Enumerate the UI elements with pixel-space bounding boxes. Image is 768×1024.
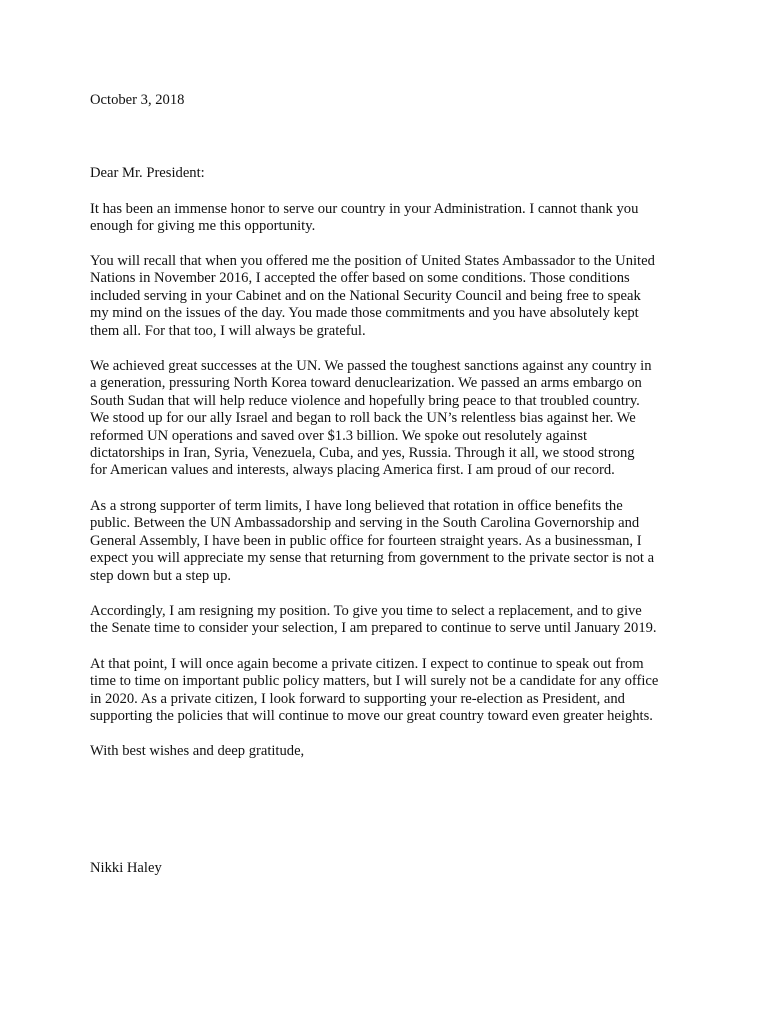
letter-date: October 3, 2018	[90, 92, 185, 108]
paragraph-line: step down but a step up.	[90, 567, 232, 584]
letter-signature: Nikki Haley	[90, 860, 162, 876]
paragraph-line: them all. For that too, I will always be grateful.	[90, 322, 366, 339]
paragraph-line: Accordingly, I am resigning my position. To give you time to select a replacement, and to give	[90, 603, 642, 619]
paragraph-line: for American values and interests, always placing America first. I am proud of our record.	[90, 462, 615, 479]
paragraph-line: You will recall that when you offered me the position of United States Ambassador to the United	[90, 253, 655, 269]
paragraph-line: reformed UN operations and saved over $1.3 billion. We spoke out resolutely against	[90, 427, 588, 444]
paragraph-line: a generation, pressuring North Korea toward denuclearization. We passed an arms embargo on	[90, 375, 642, 392]
letter-closing: With best wishes and deep gratitude,	[90, 743, 305, 759]
paragraph-line: supporting the policies that will continue to move our great country toward even greater heights.	[90, 708, 653, 725]
paragraph-term-limits	[90, 498, 690, 585]
paragraph-line: expect you will appreciate my sense that returning from government to the private sector is not a	[90, 550, 655, 567]
paragraph-line: We stood up for our ally Israel and began to roll back the UN’s relentless bias against her. We	[90, 410, 636, 427]
paragraph-line: At that point, I will once again become a private citizen. I expect to continue to speak out from	[90, 656, 644, 672]
paragraph-gratitude	[90, 201, 690, 236]
paragraph-line: included serving in your Cabinet and on the National Security Council and being free to speak	[90, 287, 641, 304]
paragraph-line: As a strong supporter of term limits, I have long believed that rotation in office benefits the	[90, 498, 623, 514]
paragraph-line: the Senate time to consider your selection, I am prepared to continue to serve until January 2019.	[90, 620, 657, 637]
paragraph-line: We achieved great successes at the UN. We passed the toughest sanctions against any country in	[90, 358, 652, 374]
paragraph-line: my mind on the issues of the day. You made those commitments and you have absolutely kept	[90, 305, 639, 322]
paragraph-successes	[90, 358, 690, 480]
paragraph-line: It has been an immense honor to serve our country in your Administration. I cannot thank you	[90, 201, 639, 217]
paragraph-line: time to time on important public policy matters, but I will surely not be a candidate for any office	[90, 673, 659, 690]
paragraph-conditions	[90, 253, 690, 340]
letter-salutation: Dear Mr. President:	[90, 165, 205, 181]
paragraph-line: enough for giving me this opportunity.	[90, 218, 316, 235]
paragraph-resignation	[90, 603, 690, 638]
paragraph-line: General Assembly, I have been in public office for fourteen straight years. As a businessman, I	[90, 532, 642, 549]
paragraph-line: public. Between the UN Ambassadorship and serving in the South Carolina Governorship and	[90, 515, 640, 532]
paragraph-line: South Sudan that will help reduce violence and hopefully bring peace to that troubled country.	[90, 392, 640, 409]
paragraph-line: Nations in November 2016, I accepted the offer based on some conditions. Those conditions	[90, 270, 630, 287]
paragraph-line: dictatorships in Iran, Syria, Venezuela, Cuba, and yes, Russia. Through it all, we stood strong	[90, 445, 635, 462]
paragraph-line: in 2020. As a private citizen, I look forward to supporting your re-election as President, and	[90, 690, 625, 707]
paragraph-private-citizen	[90, 656, 690, 726]
